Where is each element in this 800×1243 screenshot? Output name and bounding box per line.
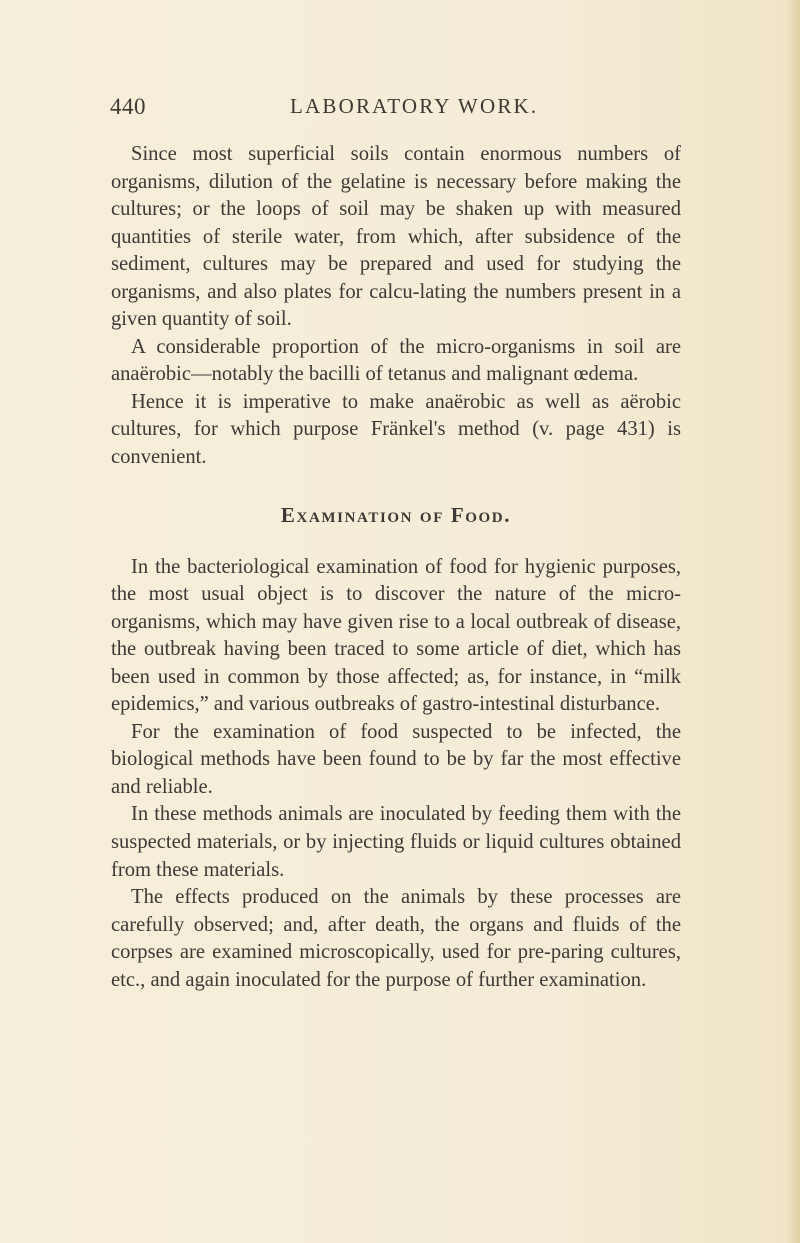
- paragraph: Hence it is imperative to make anaërobic as well as aërobic cultures, for which purpose Fränkel's method (v. page 431) is convenient.: [111, 390, 681, 469]
- section-heading-text: Examination of Food.: [280, 502, 512, 527]
- running-head: LABORATORY WORK.: [290, 94, 539, 118]
- paragraph: The effects produced on the animals by these processes are carefully observed; and, after death, the organs and fluids of the corpses are examined microscopically, used for pre-paring cultures, etc., and again inoculated for the purpose of further examination.: [111, 886, 681, 991]
- body-text: [111, 141, 681, 994]
- page-edge-shadow: [786, 0, 800, 1243]
- paragraph: Since most superficial soils contain enormous numbers of organisms, dilution of the gelatine is necessary before making the cultures; or the loops of soil may be shaken up with measured quantities of sterile water, from which, after subsidence of the sediment, cultures may be prepared and used for studying the organisms, and also plates for calcu-lating the numbers present in a given quantity of soil.: [111, 143, 681, 331]
- section-heading: [111, 472, 681, 554]
- paragraph: In these methods animals are inoculated by feeding them with the suspected materials, or by injecting fluids or liquid cultures obtained from these materials.: [111, 803, 681, 881]
- paragraph: In the bacteriological examination of food for hygienic purposes, the most usual object is to discover the nature of the micro-organisms, which may have given rise to a local outbreak of disease, the outbreak having been traced to some article of diet, which has been used in common by those affected; as, for instance, in “milk epidemics,” and various outbreaks of gastro-intestinal disturbance.: [111, 555, 681, 716]
- page-header: [110, 94, 680, 124]
- paragraph: A considerable proportion of the micro-organisms in soil are anaërobic—notably the bacilli of tetanus and malignant œdema.: [111, 335, 681, 386]
- paragraph: For the examination of food suspected to be infected, the biological methods have been found to be by far the most effective and reliable.: [111, 720, 681, 798]
- page-number: 440: [110, 94, 146, 119]
